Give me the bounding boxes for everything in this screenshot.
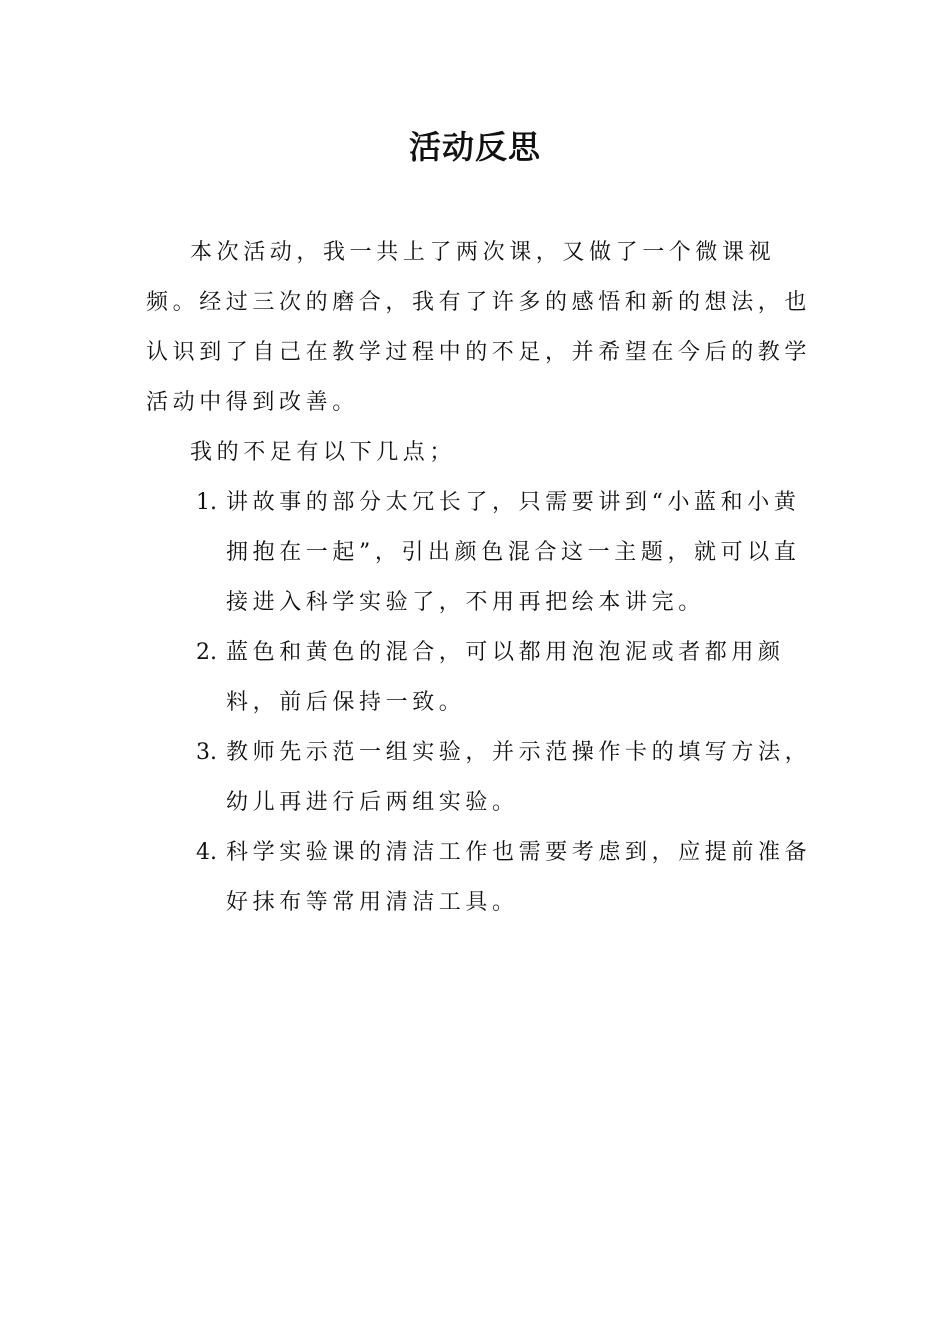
document-title: 活动反思 <box>408 128 541 166</box>
list-item <box>196 478 818 628</box>
list-item <box>196 628 818 728</box>
list-item-text: 科学实验课的清洁工作也需要考虑到，应提前准备好抹布等常用清洁工具。 <box>226 840 812 915</box>
list-item <box>196 828 818 928</box>
intro-paragraph: 本次活动，我一共上了两次课，又做了一个微课视频。经过三次的磨合，我有了许多的感悟和新的想法，也认识到了自己在教学过程中的不足，并希望在今后的教学活动中得到改善。 <box>146 240 812 415</box>
list-item <box>196 728 818 828</box>
list-item-text: 讲故事的部分太冗长了，只需要讲到“小蓝和小黄拥抱在一起”，引出颜色混合这一主题，就可以直接进入科学实验了，不用再把绘本讲完。 <box>226 490 801 615</box>
list-item-number: 3. <box>196 740 217 765</box>
list-item-number: 4. <box>196 840 217 865</box>
list-item-number: 2. <box>196 640 217 665</box>
list-item-text: 教师先示范一组实验，并示范操作卡的填写方法，幼儿再进行后两组实验。 <box>226 740 812 815</box>
list-item-number: 1. <box>196 490 217 515</box>
shortcomings-list <box>146 478 818 928</box>
document-body <box>146 228 818 928</box>
list-heading: 我的不足有以下几点； <box>190 440 457 465</box>
list-item-text: 蓝色和黄色的混合，可以都用泡泡泥或者都用颜料，前后保持一致。 <box>226 640 785 715</box>
